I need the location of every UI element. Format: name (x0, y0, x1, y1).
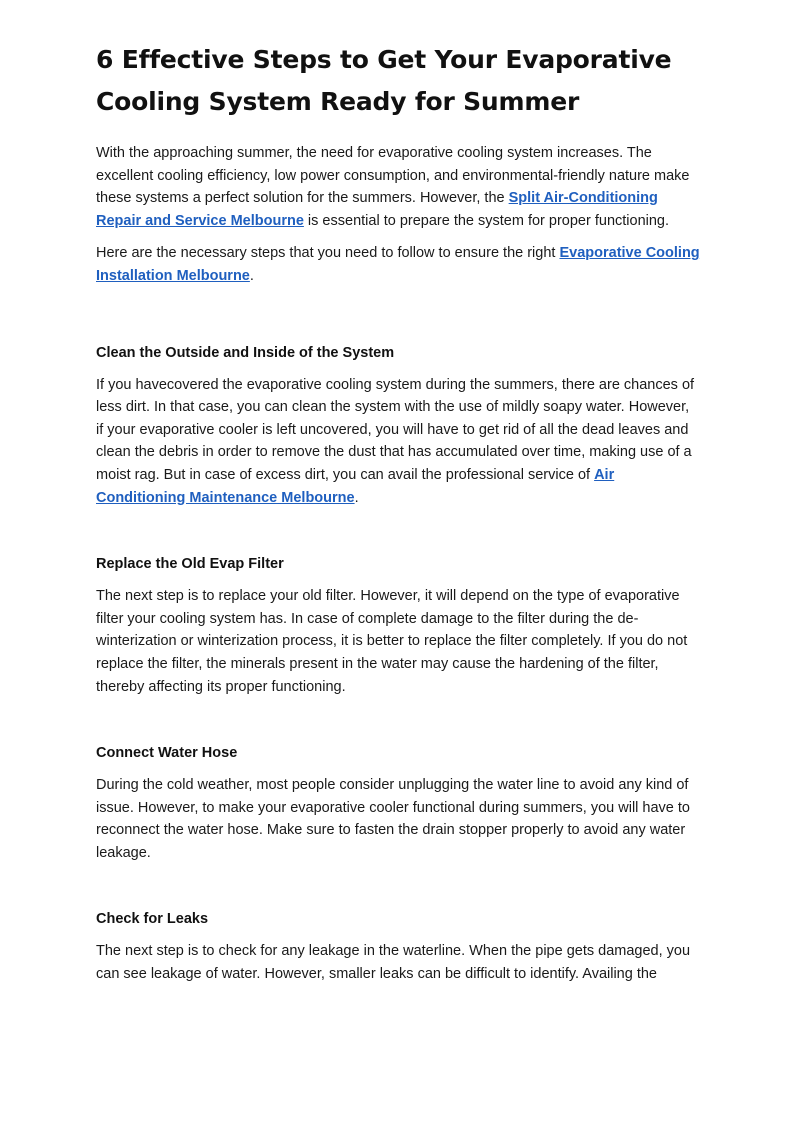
section-heading-leaks: Check for Leaks (96, 911, 209, 928)
section-body-clean (96, 374, 700, 510)
evaporative-cooling-installation-link[interactable]: Evaporative Cooling Installation Melbourne (96, 245, 700, 284)
steps-intro-period: . (249, 267, 254, 284)
steps-intro-text: Here are the necessary steps that you need to follow to ensure the right (96, 245, 560, 262)
air-conditioning-maintenance-link[interactable]: Air Conditioning Maintenance Melbourne (96, 466, 615, 506)
steps-intro-paragraph (96, 242, 700, 287)
section-heading-hose: Connect Water Hose (96, 745, 238, 762)
page-title: 6 Effective Steps to Get Your Evaporative Cooling System Ready for Summer (96, 45, 672, 116)
clean-text-before-link: If you havecovered the evaporative cooling system during the summers, there are chances of less dirt. In that case, you can clean the system with the use of mildly soapy water. However, if your evaporative cooler is left uncovered, you will have to get rid of all the dead leaves and clean the debris in order to remove the dust that has accumulated over time, making use of a moist rag. But in case of excess dirt, you can avail the professional service of (96, 376, 695, 483)
section-heading-clean: Clean the Outside and Inside of the System (96, 344, 395, 361)
intro-text-before-link: With the approaching summer, the need for evaporative cooling system increases. The excellent cooling efficiency, low power consumption, and environmental-friendly nature make these systems a perfect solution for the summers. However, the (96, 145, 690, 207)
clean-text-after-link: . (354, 489, 359, 506)
split-air-conditioning-link[interactable]: Split Air-Conditioning Repair and Service Melbourne (96, 190, 658, 229)
intro-text-after-link: is essential to prepare the system for proper functioning. (303, 212, 670, 229)
section-body-hose: During the cold weather, most people consider unplugging the water line to avoid any kind of issue. However, to make your evaporative cooler functional during summers, you will have to reconnect the water hose. Make sure to fasten the drain stopper properly to avoid any water leakage. (96, 777, 690, 861)
section-body-leaks: The next step is to check for any leakage in the waterline. When the pipe gets damaged, you can see leakage of water. However, smaller leaks can be difficult to identify. Availing the (96, 943, 691, 983)
intro-paragraph (96, 142, 700, 232)
section-heading-filter: Replace the Old Evap Filter (96, 556, 284, 573)
document-page (96, 0, 700, 986)
section-body-filter: The next step is to replace your old filter. However, it will depend on the type of evaporative filter your cooling system has. In case of complete damage to the filter during the de-winterization or winterization process, it is better to replace the filter completely. If you do not replace the filter, the minerals present in the water may cause the hardening of the filter, thereby affecting its proper functioning. (96, 588, 688, 695)
